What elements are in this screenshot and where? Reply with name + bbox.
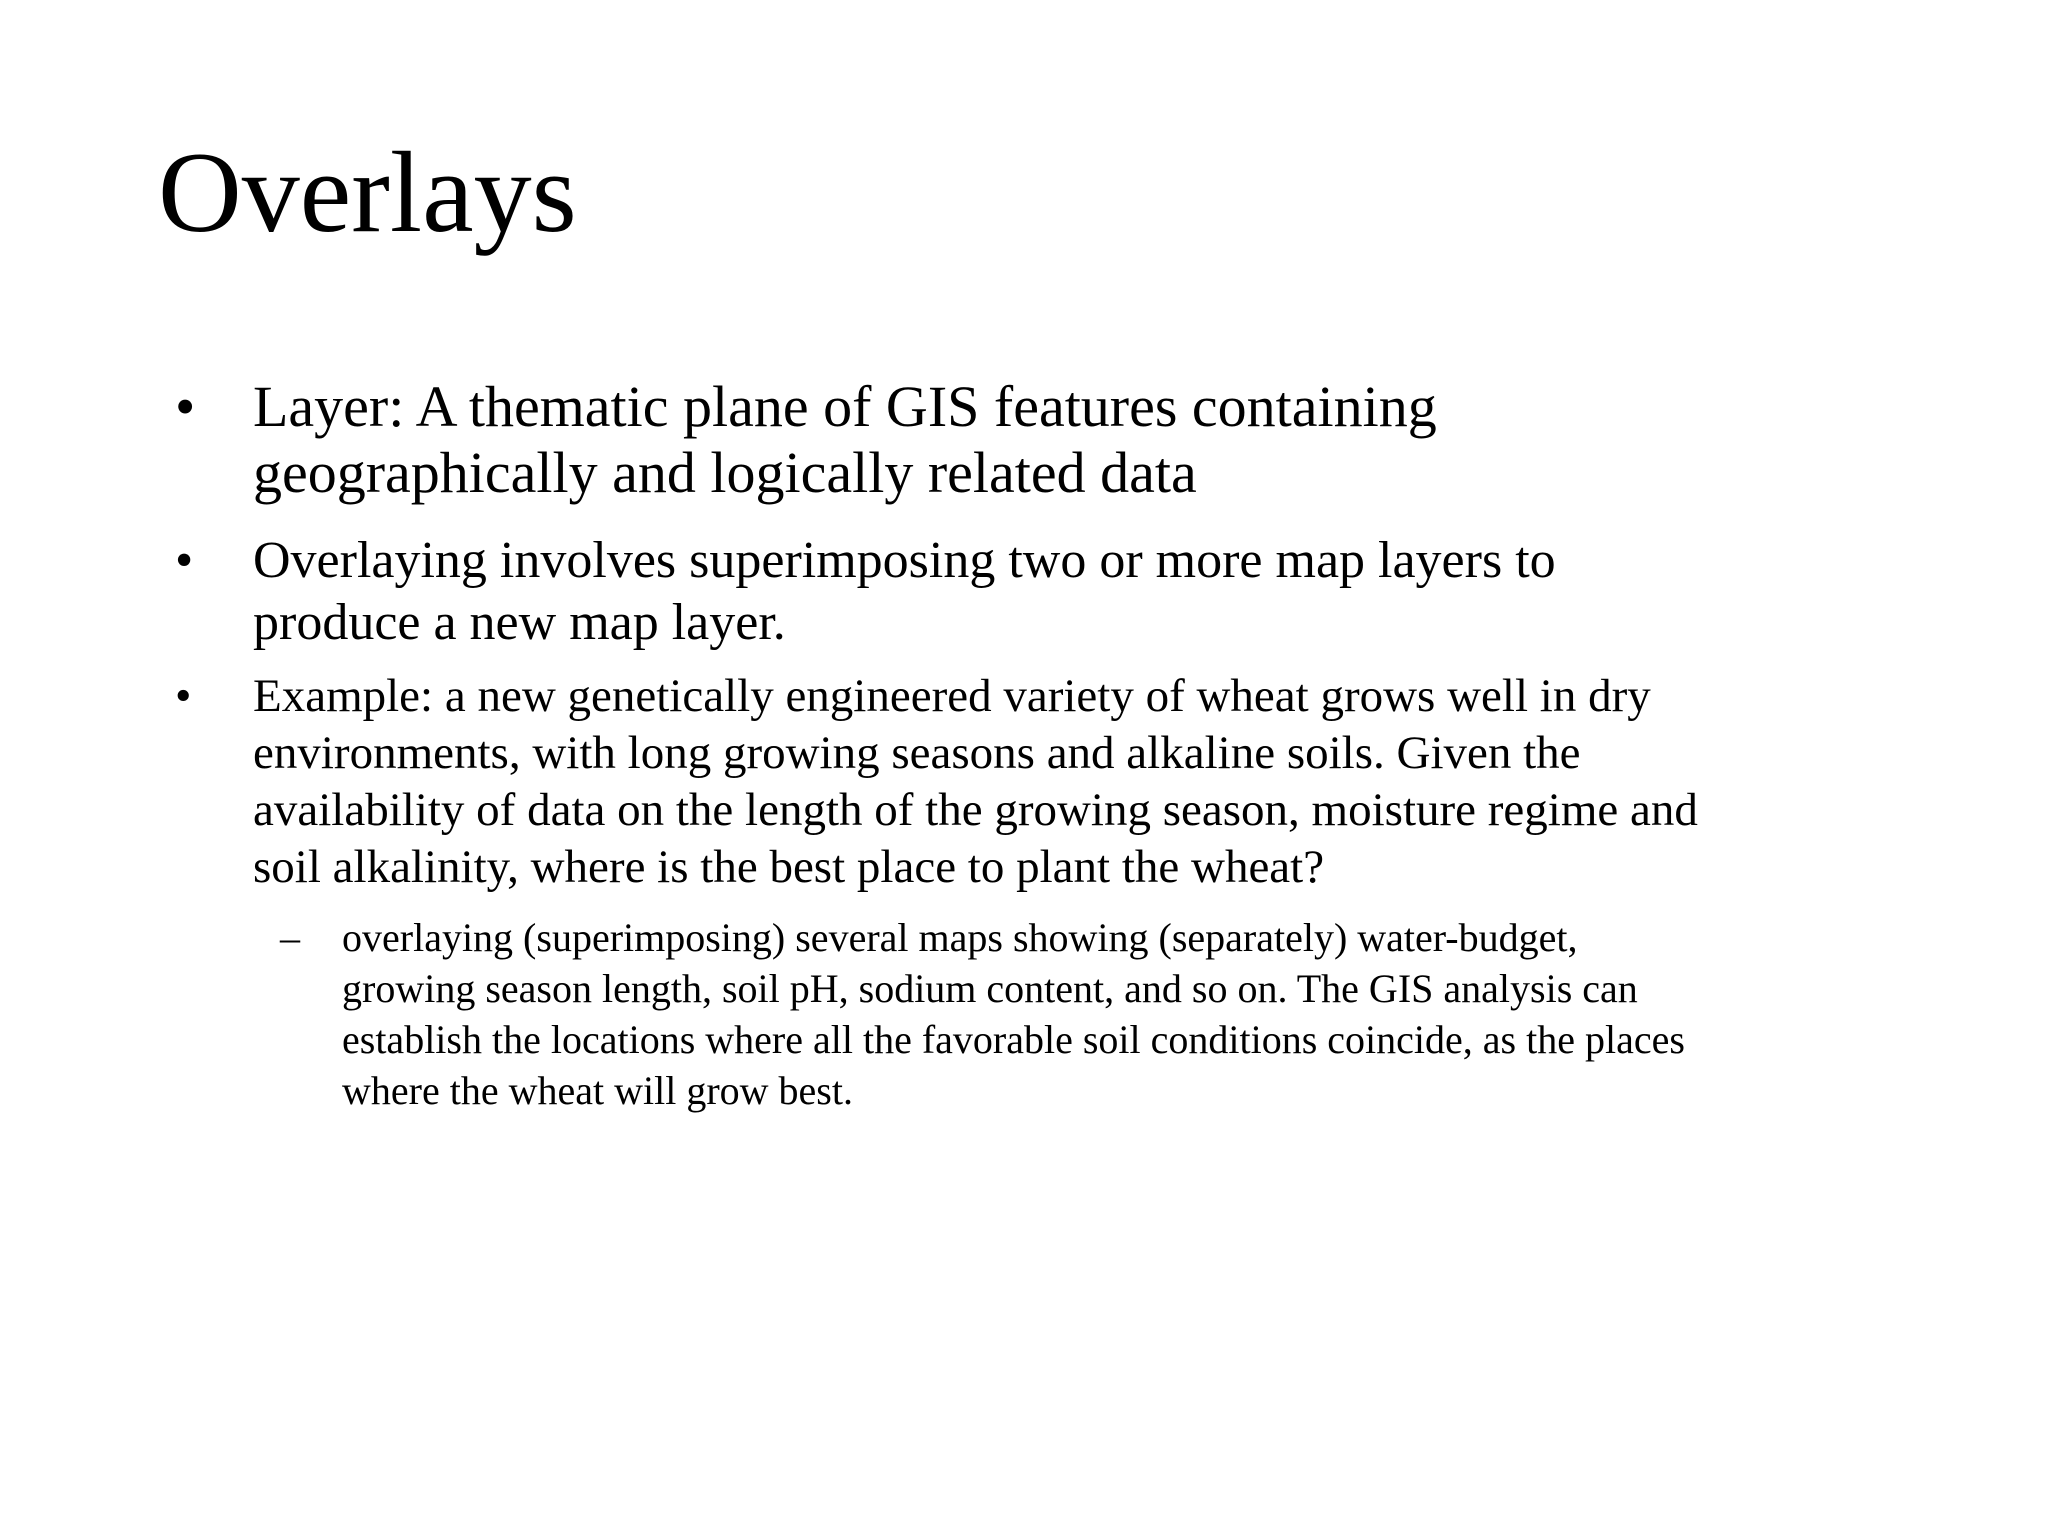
bullet-line: environments, with long growing seasons and alkaline soils. Given the xyxy=(253,727,1581,779)
bullet-text xyxy=(253,530,1895,654)
sub-bullet-line: where the wheat will grow best. xyxy=(342,1068,853,1113)
sub-bullet-text xyxy=(342,912,1920,1116)
sub-bullet-line: establish the locations where all the favorable soil conditions coincide, as the places xyxy=(342,1017,1685,1062)
bullet-marker: • xyxy=(175,532,194,589)
bullet-line: soil alkalinity, where is the best place to plant the wheat? xyxy=(253,841,1325,893)
bullet-line: produce a new map layer. xyxy=(253,594,786,651)
bullet-line: geographically and logically related data xyxy=(253,440,1197,505)
bullet-line: Overlaying involves superimposing two or more map layers to xyxy=(253,532,1556,589)
bullet-line: availability of data on the length of the growing season, moisture regime and xyxy=(253,784,1698,836)
sub-bullet-line: growing season length, soil pH, sodium content, and so on. The GIS analysis can xyxy=(342,966,1638,1011)
slide-title: Overlays xyxy=(158,129,577,257)
bullet-line: Layer: A thematic plane of GIS features containing xyxy=(253,374,1437,439)
bullet-line: Example: a new genetically engineered variety of wheat grows well in dry xyxy=(253,670,1651,722)
bullet-text xyxy=(253,668,1895,896)
bullet-marker: • xyxy=(175,670,192,722)
bullet-text xyxy=(253,374,1895,506)
sub-bullet-marker: – xyxy=(280,915,300,960)
sub-bullet-line: overlaying (superimposing) several maps showing (separately) water-budget, xyxy=(342,915,1578,960)
bullet-marker: • xyxy=(175,374,196,439)
